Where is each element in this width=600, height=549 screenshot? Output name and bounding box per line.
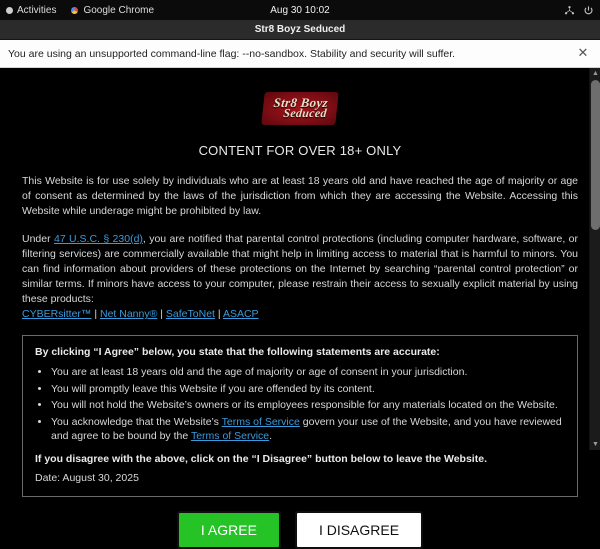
tos-mid-text: govern your use of the Website, and you have reviewed and agree to be bound by the — [51, 415, 562, 442]
system-top-bar — [0, 0, 600, 20]
network-icon — [564, 5, 575, 16]
agreement-lead: By clicking “I Agree” below, you state that the following statements are accurate: — [35, 346, 440, 358]
power-icon — [583, 5, 594, 16]
activities-label: Activities — [17, 4, 57, 16]
top-bar-left-group — [0, 5, 154, 16]
list-item: • You will promptly leave this Website if you are offended by its content. — [51, 382, 565, 397]
unsupported-flag-infobar — [0, 40, 600, 68]
activities-button[interactable] — [6, 5, 56, 16]
list-item: • You will not hold the Website’s owners or its employees responsible for any materials located on the Website. — [51, 398, 565, 413]
tos-post-text: . — [269, 430, 273, 442]
sep-1: | — [91, 308, 100, 320]
site-logo-mark — [261, 92, 339, 125]
page-scrollbar[interactable] — [589, 68, 600, 450]
scroll-down-icon[interactable]: ▼ — [592, 441, 599, 448]
sep-3: | — [214, 308, 223, 320]
logo-line-1: Str8 Boyz — [272, 95, 329, 110]
sep-2: | — [157, 308, 166, 320]
agreement-box — [22, 335, 578, 497]
asacp-link[interactable]: ASACP — [222, 308, 259, 320]
site-logo — [22, 82, 578, 131]
usc-230d-link[interactable]: 47 U.S.C. § 230(d) — [53, 233, 143, 245]
date-text: Date: August 30, 2025 — [35, 471, 139, 484]
safetonet-link[interactable]: SafeToNet — [165, 308, 215, 320]
i-disagree-button[interactable]: I DISAGREE — [295, 511, 423, 549]
list-item — [51, 415, 565, 444]
parental-post-text: , you are notified that parental control protections (including computer hardware, software, or filtering services) are commercially available that might help in limiting access to material that is harmful to minors. You can find information about providers of these protections on the Internet by searching “parental control protection” or similar terms. If minors have access to your computer, please restrain their access to sexually explicit material by using these products: — [22, 233, 579, 305]
net-nanny-link[interactable]: Net Nanny® — [100, 308, 158, 320]
top-bar-status-group[interactable] — [564, 5, 600, 16]
close-icon[interactable]: ✕ — [577, 44, 589, 60]
i-agree-button[interactable]: I AGREE — [177, 511, 281, 549]
window-title: Str8 Boyz Seduced — [254, 24, 346, 35]
scroll-up-icon[interactable]: ▲ — [592, 70, 599, 77]
agreement-bullet-list — [51, 365, 565, 444]
action-button-row — [22, 511, 578, 549]
chrome-icon — [70, 6, 79, 15]
browser-window — [0, 20, 600, 538]
activities-dot-icon — [6, 7, 13, 14]
page-title: CONTENT FOR OVER 18+ ONLY — [198, 143, 402, 158]
clock[interactable]: Aug 30 10:02 — [270, 4, 330, 16]
terms-of-service-link[interactable]: Terms of Service — [221, 415, 300, 428]
disagree-note: If you disagree with the above, click on the “I Disagree” button below to leave the Website. — [35, 452, 487, 465]
parental-controls-paragraph — [22, 232, 578, 322]
app-menu-label: Google Chrome — [83, 4, 155, 16]
terms-of-service-link-2[interactable]: Terms of Service — [190, 430, 270, 442]
app-menu-chrome[interactable] — [70, 5, 154, 16]
cybersitter-link[interactable]: CYBERsitter™ — [22, 308, 92, 320]
infobar-message: You are using an unsupported command-line flag: --no-sandbox. Stability and security will suffer. — [8, 47, 456, 60]
logo-line-2: Seduced — [282, 106, 328, 120]
window-titlebar — [0, 20, 600, 40]
list-item: • You are at least 18 years old and the age of majority or age of consent in your jurisdiction. — [51, 365, 565, 380]
age-paragraph: This Website is for use solely by individuals who are at least 18 years old and have reached the age of majority or age of consent as determined by the laws of the jurisdiction from which they are accessing the Website. Accessing this Website while underage might be prohibited by law. — [22, 175, 578, 217]
parental-pre-text: Under — [22, 233, 54, 245]
tos-pre-text: You acknowledge that the Website’s — [51, 415, 222, 428]
scrollbar-thumb[interactable] — [591, 80, 600, 230]
page-content — [0, 68, 600, 538]
